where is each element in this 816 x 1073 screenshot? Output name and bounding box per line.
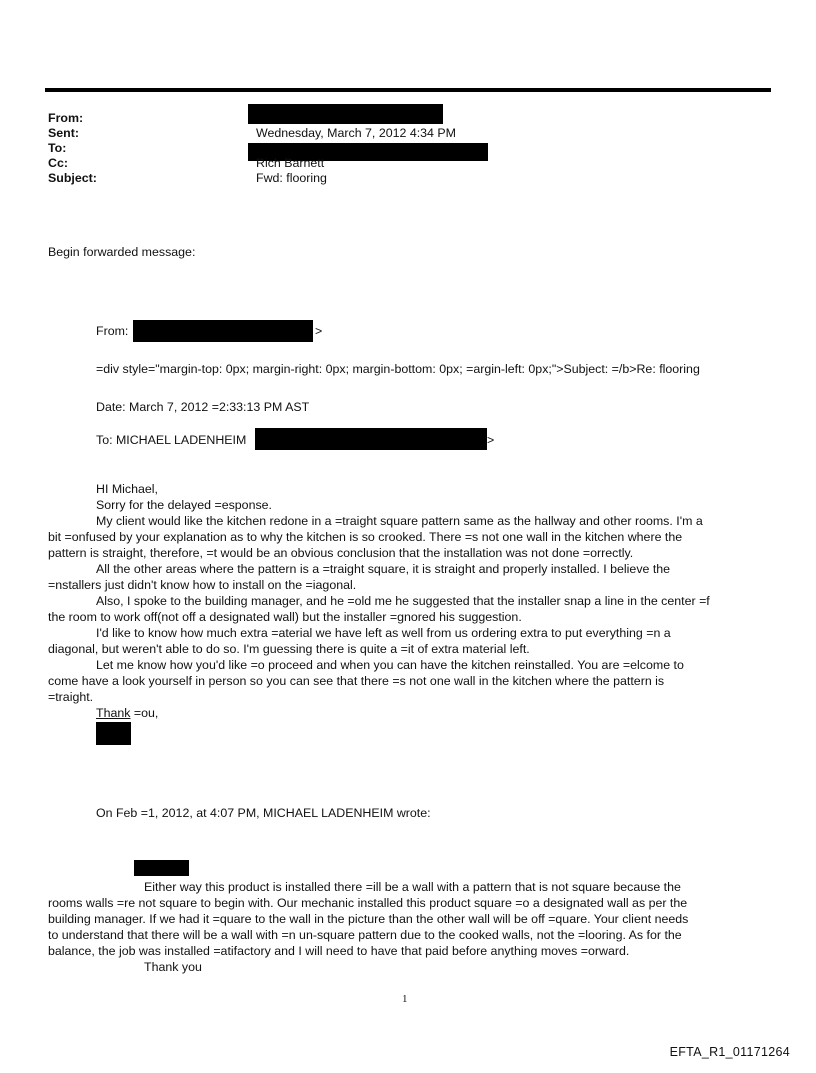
reply-line: to understand that there will be a wall with =n un-square pattern due to the cooked walls, not the =looring. As for the	[48, 928, 682, 942]
body-line: Also, I spoke to the building manager, and he =old me he suggested that the installer snap a line in the center =f	[96, 594, 710, 608]
redaction	[133, 320, 313, 342]
thank-rest: =ou,	[130, 706, 159, 720]
sent-value: Wednesday, March 7, 2012 4:34 PM	[256, 126, 456, 140]
body-line: =traight.	[48, 690, 94, 704]
quote-intro: On Feb =1, 2012, at 4:07 PM, MICHAEL LADENHEIM wrote:	[96, 806, 431, 820]
to-label: To:	[48, 141, 67, 155]
redaction	[255, 428, 487, 450]
page-number: 1	[402, 993, 408, 1005]
from-label: From:	[48, 111, 84, 125]
body-line: All the other areas where the pattern is a =traight square, it is straight and properly installed. I believe the	[96, 562, 671, 576]
fwd-from: From:	[96, 324, 129, 338]
body-line: the room to work off(not off a designated wall) but the installer =gnored his suggestion.	[48, 610, 522, 624]
cc-label: Cc:	[48, 156, 68, 170]
forward-intro: Begin forwarded message:	[48, 245, 196, 259]
fwd-div-line: =div style="margin-top: 0px; margin-right: 0px; margin-bottom: 0px; =argin-left: 0px;">Subject: =/b>Re: flooring	[96, 362, 700, 376]
body-line: I'd like to know how much extra =aterial we have left as well from us ordering extra to put everything =n a	[96, 626, 671, 640]
sign-off	[96, 705, 158, 721]
fwd-from-suffix: >	[315, 324, 323, 338]
reply-line: balance, the job was installed =atifactory and I will need to have that paid before anything moves =orward.	[48, 944, 630, 958]
header-rule	[45, 88, 771, 92]
reply-line: Thank you	[144, 960, 202, 974]
redaction	[134, 860, 189, 876]
body-line: My client would like the kitchen redone in a =traight square pattern same as the hallway and other rooms. I'm a	[96, 514, 703, 528]
footer-id: EFTA_R1_01171264	[669, 1045, 790, 1059]
redaction	[96, 722, 131, 745]
body-line: come have a look yourself in person so you can see that there =s not one wall in the kitchen where the pattern is	[48, 674, 665, 688]
body-line: diagonal, but weren't able to do so. I'm guessing there is quite a =it of extra material left.	[48, 642, 530, 656]
fwd-date: Date: March 7, 2012 =2:33:13 PM AST	[96, 400, 310, 414]
reply-line: building manager. If we had it =quare to the wall in the picture than the other wall will be off =quare. Your client needs	[48, 912, 689, 926]
redaction	[248, 104, 443, 124]
body-line: =nstallers just didn't know how to install on the =iagonal.	[48, 578, 357, 592]
subject-value: Fwd: flooring	[256, 171, 327, 185]
body-line: pattern is straight, therefore, =t would be an obvious conclusion that the installation was not done =orrectly.	[48, 546, 634, 560]
reply-line: rooms walls =re not square to begin with. Our mechanic installed this product square =o a designated wall as per the	[48, 896, 688, 910]
reply-line: Either way this product is installed there =ill be a wall with a pattern that is not square because the	[144, 880, 681, 894]
thank-underlined: Thank	[96, 706, 131, 720]
sent-label: Sent:	[48, 126, 79, 140]
body-line: bit =onfused by your explanation as to why the kitchen is so crooked. There =s not one wall in the kitchen where the	[48, 530, 683, 544]
body-line: Let me know how you'd like =o proceed and when you can have the kitchen reinstalled. You are =elcome to	[96, 658, 684, 672]
fwd-to-suffix: >	[487, 433, 495, 447]
subject-label: Subject:	[48, 171, 97, 185]
fwd-to: To: MICHAEL LADENHEIM	[96, 433, 247, 447]
body-line: Sorry for the delayed =esponse.	[96, 498, 272, 512]
cc-value: Rich Barnett	[256, 156, 325, 170]
body-line: HI Michael,	[96, 482, 158, 496]
